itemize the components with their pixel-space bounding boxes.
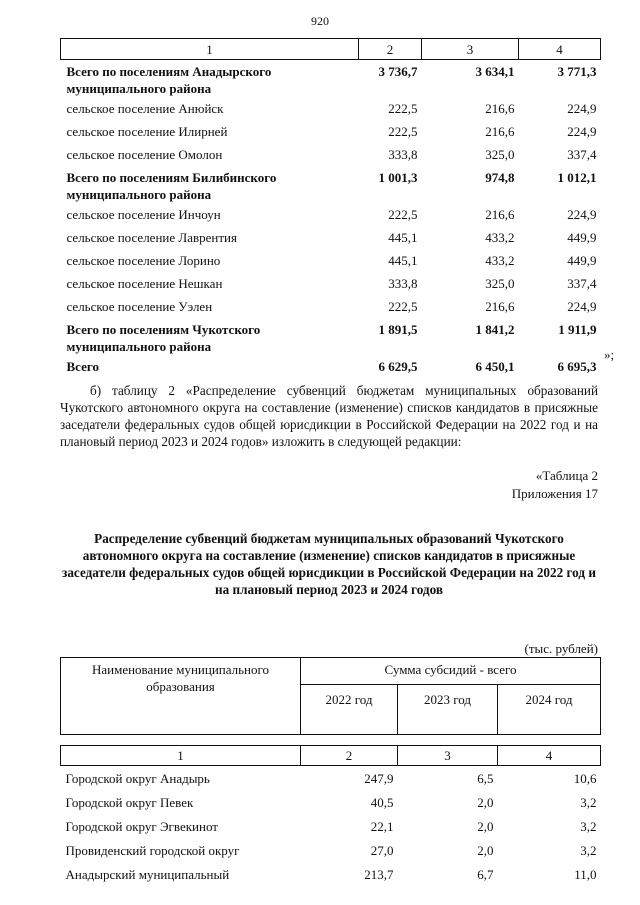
column-header-year: 2023 год — [398, 685, 498, 735]
municipality-name-cell: сельское поселение Анюйск — [66, 101, 224, 116]
value-2023-cell: 2,0 — [477, 818, 494, 834]
value-2023-cell: 6 450,1 — [475, 359, 515, 374]
municipality-name-cell: сельское поселение Лорино — [66, 253, 221, 268]
value-2023-cell: 216,6 — [485, 124, 515, 139]
column-number: 3 — [398, 746, 498, 766]
table-row — [61, 790, 601, 814]
municipality-name-cell: Всего — [66, 359, 99, 374]
value-2024-cell: 224,9 — [567, 207, 597, 222]
municipality-name-cell: сельское поселение Уэлен — [66, 299, 213, 314]
table-header-row — [61, 39, 601, 60]
municipality-name-cell: Городской округ Певек — [65, 794, 194, 810]
value-2022-cell: 22,1 — [370, 818, 394, 834]
value-2022-cell: 445,1 — [388, 253, 418, 268]
page-number: 920 — [311, 14, 329, 28]
municipality-name-cell: Всего по поселениям Билибинского муниципального района — [66, 170, 277, 202]
value-2023-cell: 325,0 — [485, 276, 515, 291]
column-header-year: 2022 год — [301, 685, 398, 735]
municipality-name-cell: Провиденский городской округ — [65, 842, 240, 858]
value-2022-cell: 222,5 — [388, 101, 418, 116]
value-2024-cell: 337,4 — [567, 276, 597, 291]
subventions-table — [60, 657, 601, 886]
table-row — [61, 355, 601, 375]
table-row — [61, 60, 601, 98]
table-row — [61, 862, 601, 886]
column-number: 4 — [519, 39, 601, 60]
value-2024-cell: 3 771,3 — [557, 64, 597, 79]
value-2024-cell: 224,9 — [567, 124, 597, 139]
value-2023-cell: 433,2 — [485, 253, 515, 268]
column-number: 4 — [498, 746, 601, 766]
value-2023-cell: 216,6 — [485, 207, 515, 222]
value-2022-cell: 6 629,5 — [378, 359, 418, 374]
table-row — [61, 226, 601, 249]
value-2023-cell: 433,2 — [485, 230, 515, 245]
table-row — [61, 166, 601, 203]
table-row — [61, 120, 601, 143]
value-2024-cell: 3,2 — [580, 818, 597, 834]
value-2023-cell: 216,6 — [485, 299, 515, 314]
amendment-paragraph-text: б) таблицу 2 «Распределение субвенций бюджетам муниципальных образований Чукотского автономного округа на составление (изменение) списков кандидатов в присяжные заседатели федеральных судов общей юрисдикции в Российской Федерации на 2022 год и на плановый период 2023 и 2024 годов» изложить в следующей редакции: — [60, 383, 598, 449]
value-2024-cell: 3,2 — [580, 794, 597, 810]
table-row — [61, 203, 601, 226]
value-2022-cell: 3 736,7 — [378, 64, 418, 79]
column-header-year: 2024 год — [498, 685, 601, 735]
table-row — [61, 838, 601, 862]
municipality-name-cell: сельское поселение Омолон — [66, 147, 223, 162]
table-row — [61, 766, 601, 791]
value-2022-cell: 222,5 — [388, 124, 418, 139]
value-2024-cell: 449,9 — [567, 253, 597, 268]
value-2023-cell: 325,0 — [485, 147, 515, 162]
table-row — [61, 295, 601, 318]
value-2022-cell: 1 891,5 — [378, 322, 418, 337]
value-2023-cell: 1 841,2 — [475, 322, 515, 337]
column-number: 1 — [61, 746, 301, 766]
municipality-name-cell: Анадырский муниципальный — [65, 866, 230, 882]
table-label: «Таблица 2 — [535, 468, 598, 483]
value-2024-cell: 1 911,9 — [558, 322, 597, 337]
value-2024-cell: 3,2 — [580, 842, 597, 858]
column-header-name: Наименование муниципального образования — [61, 658, 301, 735]
value-2023-cell: 6,5 — [477, 770, 494, 786]
table-row — [61, 318, 601, 355]
value-2024-cell: 224,9 — [567, 101, 597, 116]
value-2023-cell: 3 634,1 — [475, 64, 515, 79]
value-2022-cell: 213,7 — [364, 866, 394, 882]
value-2024-cell: 224,9 — [567, 299, 597, 314]
value-2022-cell: 333,8 — [388, 276, 418, 291]
closing-quote-mark: »; — [604, 347, 615, 362]
column-number: 3 — [422, 39, 519, 60]
value-2023-cell: 216,6 — [485, 101, 515, 116]
value-2023-cell: 2,0 — [477, 842, 494, 858]
municipality-name-cell: сельское поселение Нешкан — [66, 276, 223, 291]
units-label: (тыс. рублей) — [524, 641, 598, 656]
municipality-name-cell: сельское поселение Лаврентия — [66, 230, 237, 245]
column-header-total: Сумма субсидий - всего — [301, 658, 601, 685]
municipality-name-cell: Городской округ Анадырь — [65, 770, 210, 786]
value-2022-cell: 40,5 — [370, 794, 394, 810]
value-2024-cell: 449,9 — [567, 230, 597, 245]
value-2022-cell: 27,0 — [370, 842, 394, 858]
value-2023-cell: 974,8 — [485, 170, 515, 185]
table-row — [61, 97, 601, 120]
municipality-name-cell: Городской округ Эгвекинот — [65, 818, 218, 834]
value-2022-cell: 247,9 — [364, 770, 394, 786]
municipality-name-cell: Всего по поселениям Чукотского муниципального района — [66, 322, 261, 354]
amendment-paragraph — [60, 382, 598, 450]
column-number: 2 — [301, 746, 398, 766]
value-2022-cell: 222,5 — [388, 207, 418, 222]
table-row — [61, 143, 601, 166]
column-number: 1 — [61, 39, 359, 60]
value-2022-cell: 222,5 — [388, 299, 418, 314]
appendix-label: Приложения 17 — [511, 486, 598, 501]
municipality-name-cell: сельское поселение Илирней — [66, 124, 228, 139]
municipality-name-cell: Всего по поселениям Анадырского муниципального района — [66, 64, 272, 96]
municipality-name-cell: сельское поселение Инчоун — [66, 207, 221, 222]
table-row — [61, 249, 601, 272]
subsidies-table-continuation — [60, 38, 601, 375]
table-row — [61, 272, 601, 295]
table-row — [61, 814, 601, 838]
value-2023-cell: 6,7 — [477, 866, 494, 882]
value-2022-cell: 445,1 — [388, 230, 418, 245]
value-2024-cell: 337,4 — [567, 147, 597, 162]
value-2024-cell: 6 695,3 — [557, 359, 597, 374]
value-2023-cell: 2,0 — [477, 794, 494, 810]
value-2022-cell: 1 001,3 — [378, 170, 418, 185]
value-2022-cell: 333,8 — [388, 147, 418, 162]
table-heading: Распределение субвенций бюджетам муниципальных образований Чукотского автономного округа на составление (изменение) списков кандидатов в присяжные заседатели федеральных судов общей юрисдикции в Российской Федерации на 2022 год и на плановый период 2023 и 2024 годов — [62, 531, 596, 597]
column-number: 2 — [359, 39, 422, 60]
value-2024-cell: 10,6 — [573, 770, 597, 786]
value-2024-cell: 1 012,1 — [557, 170, 597, 185]
value-2024-cell: 11,0 — [574, 866, 597, 882]
